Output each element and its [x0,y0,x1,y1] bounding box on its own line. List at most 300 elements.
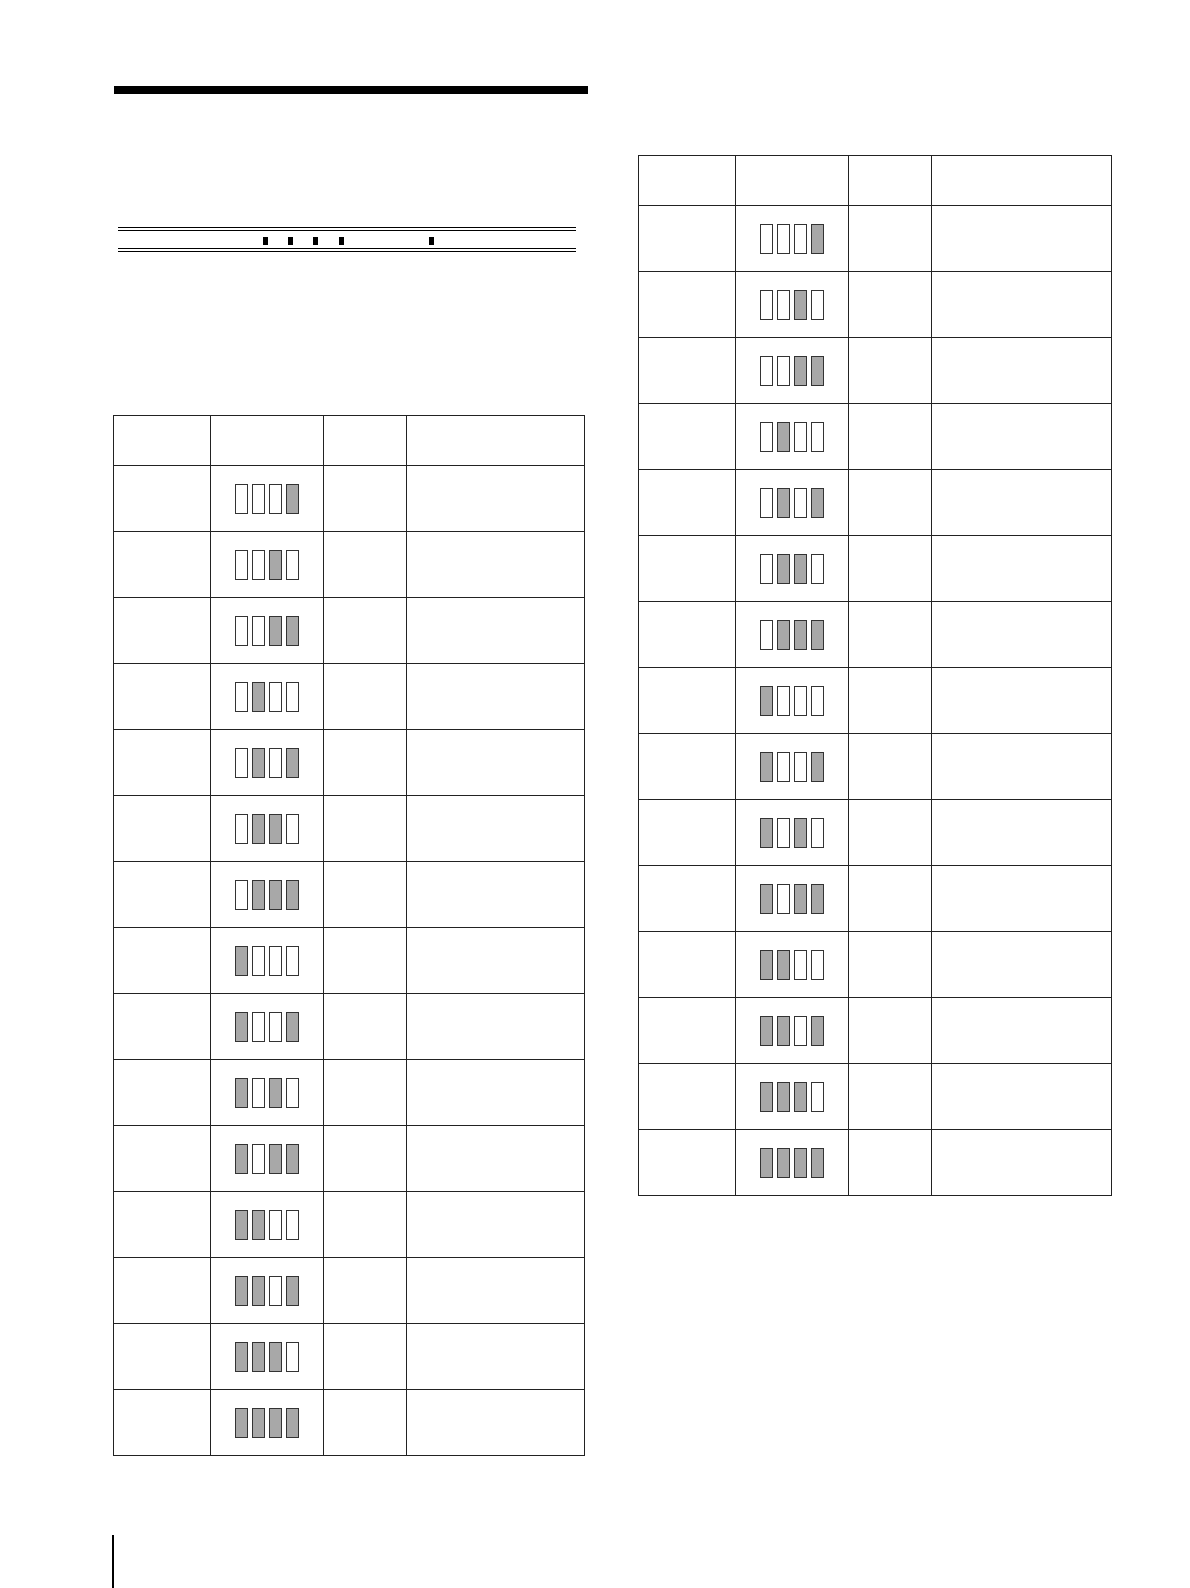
header-cell [736,156,849,206]
switch-off-icon [269,682,282,712]
table-row [639,1130,1112,1196]
switch-setting-cell [211,664,324,730]
switch-on-icon [286,1276,299,1306]
table-row [639,734,1112,800]
table-cell [639,800,736,866]
table-cell [639,338,736,404]
rule-tick-mark [313,237,318,245]
switch-off-icon [760,422,773,452]
switch-on-icon [811,884,824,914]
table-cell [114,1126,211,1192]
switch-on-icon [794,818,807,848]
switch-on-icon [269,1078,282,1108]
switch-on-icon [760,752,773,782]
switch-on-icon [760,686,773,716]
switch-off-icon [811,1082,824,1112]
table-cell [407,1126,585,1192]
switch-setting-cell [736,470,849,536]
table-header-row [639,156,1112,206]
table-cell [324,1258,407,1324]
switch-on-icon [286,616,299,646]
table-cell [114,928,211,994]
page-margin-line [112,1535,114,1588]
table-cell [324,928,407,994]
dip-switch-icon [760,488,824,518]
table-cell [324,532,407,598]
dip-switch-icon [235,682,299,712]
table-row [639,668,1112,734]
switch-off-icon [269,484,282,514]
table-row [114,730,585,796]
switch-setting-cell [211,928,324,994]
table-row [114,466,585,532]
table-cell [849,1064,932,1130]
switch-setting-cell [211,1192,324,1258]
switch-off-icon [760,356,773,386]
table-cell [639,734,736,800]
switch-setting-cell [211,1126,324,1192]
dip-switch-icon [760,1082,824,1112]
table-cell [324,1192,407,1258]
switch-setting-cell [211,1324,324,1390]
table-cell [114,994,211,1060]
table-cell [114,598,211,664]
switch-off-icon [760,224,773,254]
table-cell [114,1324,211,1390]
dip-switch-icon [235,946,299,976]
switch-on-icon [811,1148,824,1178]
table-cell [932,470,1112,536]
switch-on-icon [252,1408,265,1438]
table-cell [407,796,585,862]
table-row [639,602,1112,668]
switch-on-icon [777,422,790,452]
switch-off-icon [760,554,773,584]
switch-setting-cell [736,404,849,470]
switch-off-icon [811,686,824,716]
table-cell [639,932,736,998]
table-row [639,338,1112,404]
rule-tick-mark [288,237,293,245]
table-cell [114,466,211,532]
table-cell [849,470,932,536]
switch-off-icon [777,290,790,320]
switch-setting-cell [736,272,849,338]
switch-on-icon [252,1342,265,1372]
table-cell [849,734,932,800]
switch-off-icon [777,818,790,848]
switch-off-icon [811,554,824,584]
switch-off-icon [252,616,265,646]
table-cell [114,862,211,928]
switch-setting-cell [736,800,849,866]
switch-on-icon [794,884,807,914]
switch-on-icon [235,1210,248,1240]
table-cell [639,998,736,1064]
table-cell [932,866,1112,932]
switch-on-icon [794,290,807,320]
table-cell [407,862,585,928]
switch-setting-cell [211,532,324,598]
switch-on-icon [286,880,299,910]
table-cell [407,1060,585,1126]
switch-off-icon [252,550,265,580]
switch-on-icon [760,818,773,848]
switch-off-icon [252,1144,265,1174]
switch-on-icon [760,1016,773,1046]
switch-off-icon [777,884,790,914]
switch-on-icon [760,950,773,980]
rule-tick-mark [263,237,268,245]
header-cell [211,416,324,466]
table-row [639,800,1112,866]
table-cell [932,272,1112,338]
table-cell [324,1324,407,1390]
table-row [639,206,1112,272]
dip-switch-icon [760,818,824,848]
table-cell [407,730,585,796]
switch-off-icon [286,1078,299,1108]
table-cell [849,536,932,602]
table-row [639,998,1112,1064]
dip-switch-icon [235,1210,299,1240]
switch-on-icon [252,1210,265,1240]
table-row [639,272,1112,338]
switch-off-icon [811,290,824,320]
switch-on-icon [760,1082,773,1112]
table-cell [932,1130,1112,1196]
switch-setting-cell [211,796,324,862]
table-cell [932,602,1112,668]
table-cell [407,1192,585,1258]
table-cell [932,1064,1112,1130]
switch-off-icon [235,814,248,844]
dip-switch-icon [235,1012,299,1042]
switch-on-icon [777,620,790,650]
switch-on-icon [794,356,807,386]
switch-on-icon [252,1276,265,1306]
switch-off-icon [235,748,248,778]
table-row [114,862,585,928]
dip-switch-icon [760,1148,824,1178]
dip-switch-icon [235,1408,299,1438]
switch-on-icon [269,1144,282,1174]
table-cell [407,928,585,994]
dip-switch-icon [760,422,824,452]
switch-on-icon [811,224,824,254]
table-cell [407,466,585,532]
table-row [114,664,585,730]
table-cell [849,206,932,272]
switch-off-icon [269,1210,282,1240]
switch-on-icon [235,1342,248,1372]
table-cell [114,664,211,730]
table-cell [932,206,1112,272]
switch-off-icon [235,880,248,910]
table-cell [849,602,932,668]
dip-switch-icon [235,1276,299,1306]
switch-on-icon [252,880,265,910]
table-cell [407,532,585,598]
dip-switch-icon [760,752,824,782]
table-cell [932,338,1112,404]
switch-on-icon [269,1342,282,1372]
switch-off-icon [811,422,824,452]
table-cell [639,536,736,602]
switch-on-icon [252,814,265,844]
switch-on-icon [252,682,265,712]
double-rule-bottom [118,248,576,252]
switch-setting-cell [736,668,849,734]
table-cell [849,668,932,734]
header-cell [324,416,407,466]
table-cell [324,730,407,796]
dip-switch-icon [235,1342,299,1372]
table-row [639,932,1112,998]
switch-on-icon [269,814,282,844]
dip-switch-icon [235,814,299,844]
table-cell [639,1130,736,1196]
table-cell [324,1126,407,1192]
table-cell [849,338,932,404]
switch-on-icon [286,748,299,778]
switch-on-icon [760,884,773,914]
switch-off-icon [286,814,299,844]
switch-on-icon [777,488,790,518]
table-cell [639,206,736,272]
switch-off-icon [235,484,248,514]
table-cell [114,1258,211,1324]
switch-setting-cell [211,862,324,928]
switch-on-icon [286,1012,299,1042]
dip-switch-icon [760,686,824,716]
switch-off-icon [286,946,299,976]
switch-setting-cell [736,206,849,272]
table-cell [849,866,932,932]
switch-off-icon [269,946,282,976]
table-cell [407,1258,585,1324]
table-row [114,1060,585,1126]
table-row [114,1324,585,1390]
table-cell [932,734,1112,800]
table-cell [849,932,932,998]
switch-off-icon [794,488,807,518]
switch-setting-cell [736,1064,849,1130]
table-row [114,532,585,598]
rule-tick-mark [339,237,344,245]
header-cell [114,416,211,466]
table-cell [932,536,1112,602]
dip-switch-icon [760,290,824,320]
switch-on-icon [811,488,824,518]
table-cell [849,998,932,1064]
switch-on-icon [777,1148,790,1178]
table-row [114,1390,585,1456]
switch-on-icon [269,880,282,910]
switch-off-icon [811,818,824,848]
switch-on-icon [794,1082,807,1112]
table-cell [639,866,736,932]
table-row [114,994,585,1060]
switch-setting-cell [211,994,324,1060]
switch-off-icon [252,946,265,976]
dip-switch-icon [760,554,824,584]
table-cell [324,466,407,532]
table-cell [324,1390,407,1456]
switch-off-icon [286,1342,299,1372]
table-cell [849,1130,932,1196]
switch-on-icon [269,616,282,646]
rule-tick-mark [429,237,434,245]
table-row [639,536,1112,602]
switch-off-icon [811,950,824,980]
switch-on-icon [760,1148,773,1178]
table-row [639,470,1112,536]
table-cell [114,1192,211,1258]
table-row [639,1064,1112,1130]
switch-off-icon [760,488,773,518]
switch-setting-cell [736,602,849,668]
table-row [114,1126,585,1192]
table-row [114,1192,585,1258]
switch-off-icon [252,1012,265,1042]
switch-on-icon [811,1016,824,1046]
dip-switch-icon [235,880,299,910]
switch-on-icon [235,946,248,976]
table-cell [324,598,407,664]
switch-on-icon [269,1408,282,1438]
table-cell [324,1060,407,1126]
switch-setting-cell [736,998,849,1064]
switch-on-icon [252,748,265,778]
switch-off-icon [794,752,807,782]
header-cell [639,156,736,206]
switch-off-icon [777,356,790,386]
switch-off-icon [760,290,773,320]
switch-off-icon [269,1276,282,1306]
switch-on-icon [811,356,824,386]
switch-on-icon [777,1082,790,1112]
table-cell [639,470,736,536]
switch-on-icon [235,1408,248,1438]
table-cell [407,598,585,664]
dip-switch-icon [760,884,824,914]
dip-switch-table-right [638,155,1112,1196]
table-cell [639,668,736,734]
switch-off-icon [286,1210,299,1240]
header-cell [407,416,585,466]
table-cell [932,668,1112,734]
header-cell [932,156,1112,206]
switch-on-icon [811,752,824,782]
switch-off-icon [235,682,248,712]
switch-off-icon [252,484,265,514]
switch-on-icon [286,1144,299,1174]
switch-on-icon [286,1408,299,1438]
table-cell [639,602,736,668]
switch-on-icon [794,554,807,584]
table-cell [324,796,407,862]
table-cell [114,1060,211,1126]
dip-switch-icon [235,550,299,580]
switch-on-icon [794,620,807,650]
switch-off-icon [286,682,299,712]
switch-off-icon [235,616,248,646]
table-row [114,1258,585,1324]
table-cell [114,532,211,598]
dip-switch-table-left [113,415,585,1456]
switch-on-icon [794,1148,807,1178]
table-cell [932,404,1112,470]
table-cell [639,272,736,338]
table-cell [407,1324,585,1390]
dip-switch-icon [235,1078,299,1108]
table-cell [849,404,932,470]
table-row [639,404,1112,470]
table-cell [114,796,211,862]
switch-setting-cell [211,730,324,796]
switch-setting-cell [211,1060,324,1126]
switch-on-icon [286,484,299,514]
table-cell [407,1390,585,1456]
switch-on-icon [235,1276,248,1306]
switch-on-icon [235,1012,248,1042]
table-cell [407,664,585,730]
table-cell [932,932,1112,998]
table-cell [324,862,407,928]
table-cell [114,730,211,796]
dip-switch-icon [760,1016,824,1046]
switch-off-icon [794,1016,807,1046]
dip-switch-icon [760,224,824,254]
switch-off-icon [252,1078,265,1108]
dip-switch-icon [235,616,299,646]
switch-off-icon [269,1012,282,1042]
switch-on-icon [777,950,790,980]
table-header-row [114,416,585,466]
switch-on-icon [777,1016,790,1046]
table-cell [849,800,932,866]
section-title-rule [114,86,588,94]
switch-off-icon [794,950,807,980]
switch-off-icon [794,686,807,716]
table-cell [932,998,1112,1064]
switch-off-icon [760,620,773,650]
switch-setting-cell [736,338,849,404]
dip-switch-icon [760,620,824,650]
table-row [114,796,585,862]
dip-switch-icon [760,356,824,386]
switch-off-icon [286,550,299,580]
dip-switch-icon [235,484,299,514]
switch-setting-cell [736,734,849,800]
table-cell [639,404,736,470]
switch-off-icon [235,550,248,580]
switch-off-icon [794,422,807,452]
switch-on-icon [811,620,824,650]
switch-off-icon [794,224,807,254]
switch-off-icon [777,686,790,716]
switch-off-icon [777,224,790,254]
table-cell [114,1390,211,1456]
switch-on-icon [777,554,790,584]
table-cell [849,272,932,338]
switch-setting-cell [736,866,849,932]
table-cell [639,1064,736,1130]
header-cell [849,156,932,206]
switch-on-icon [235,1144,248,1174]
table-row [114,598,585,664]
